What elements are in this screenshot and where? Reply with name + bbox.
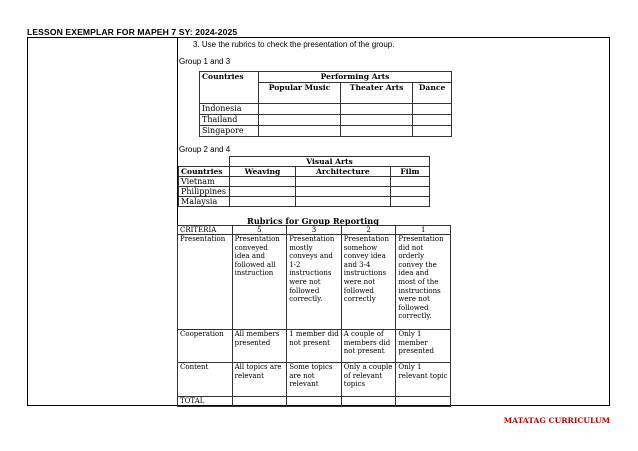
rubric-title: Rubrics for Group Reporting	[247, 216, 379, 226]
group-b-label: Group 2 and 4	[179, 145, 231, 154]
rubric-header-2: 2	[341, 226, 396, 235]
rubric-cell: Presentation conveyed idea and followed all instruction	[232, 235, 287, 330]
country-row: Malaysia	[179, 197, 230, 207]
country-row: Thailand	[200, 115, 259, 126]
performing-arts-table	[199, 71, 452, 137]
rubric-cell: Presentation did not orderly convey the idea and most of the instructions were not followed correctly.	[396, 235, 451, 330]
visual-arts-table	[178, 156, 430, 207]
rubric-cell: Only a couple of relevant topics	[341, 363, 396, 397]
rubric-header-1: 1	[396, 226, 451, 235]
subheader-film: Film	[390, 167, 429, 177]
subheader-dance: Dance	[413, 83, 452, 104]
rubric-header-5: 5	[232, 226, 287, 235]
rubric-cell: All topics are relevant	[232, 363, 287, 397]
group-a-label: Group 1 and 3	[179, 57, 231, 66]
subheader-theater-arts: Theater Arts	[341, 83, 413, 104]
countries-header: Countries	[179, 167, 230, 177]
country-row: Singapore	[200, 126, 259, 137]
rubric-cell: Presentation mostly conveys and 1-2 instructions were not followed correctly.	[287, 235, 342, 330]
visual-arts-header: Visual Arts	[230, 157, 430, 167]
rubric-criteria: Content	[178, 363, 233, 397]
rubric-cell: A couple of members did not present	[341, 330, 396, 363]
countries-header: Countries	[200, 72, 259, 104]
subheader-architecture: Architecture	[295, 167, 390, 177]
rubric-total-label: TOTAL	[178, 397, 233, 407]
rubric-criteria: Presentation	[178, 235, 233, 330]
matatag-curriculum-brand: MATATAG CURRICULUM	[503, 416, 610, 425]
rubric-cell: Only 1 relevant topic	[396, 363, 451, 397]
rubric-cell: Some topics are not relevant	[287, 363, 342, 397]
country-row: Philippines	[179, 187, 230, 197]
rubric-cell: Presentation somehow convey idea and 3-4 instructions were not followed correctly	[341, 235, 396, 330]
document-header: LESSON EXEMPLAR FOR MAPEH 7 SY: 2024-2025	[27, 27, 238, 37]
subheader-popular-music: Popular Music	[259, 83, 341, 104]
country-row: Indonesia	[200, 104, 259, 115]
rubric-cell: 1 member did not present	[287, 330, 342, 363]
performing-arts-header: Performing Arts	[259, 72, 452, 83]
rubric-table	[177, 225, 451, 407]
rubric-cell: All members presented	[232, 330, 287, 363]
rubric-cell: Only 1 member presented	[396, 330, 451, 363]
rubric-header-criteria: CRITERIA	[178, 226, 233, 235]
subheader-weaving: Weaving	[230, 167, 296, 177]
rubric-criteria: Cooperation	[178, 330, 233, 363]
rubric-header-3: 3	[287, 226, 342, 235]
country-row: Vietnam	[179, 177, 230, 187]
instruction-text: 3. Use the rubrics to check the presentation of the group.	[193, 40, 395, 49]
